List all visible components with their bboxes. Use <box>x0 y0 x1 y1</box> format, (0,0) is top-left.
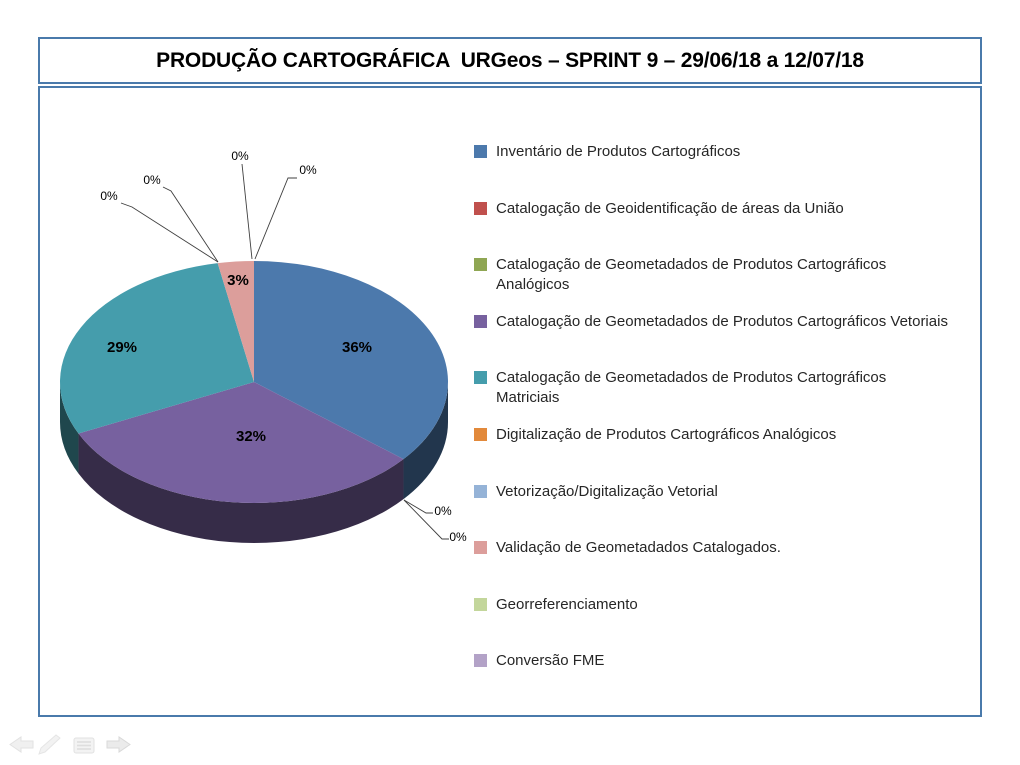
leader-line-8 <box>242 164 252 259</box>
leader-line-5 <box>121 203 218 262</box>
legend-swatch-icon <box>474 315 487 328</box>
legend-swatch-icon <box>474 485 487 498</box>
legend-swatch-icon <box>474 371 487 384</box>
legend-item-digitalizacao <box>474 425 974 482</box>
legend-label: Catalogação de Geoidentificação de áreas da União <box>496 199 844 217</box>
chart-title-box <box>38 37 982 84</box>
legend-label: Catalogação de Geometadados de Produtos Cartográficos Vetoriais <box>496 312 948 330</box>
slice-percent-label-2: 0% <box>449 530 467 544</box>
slideshow-controls <box>8 728 138 760</box>
slice-percent-label-4: 29% <box>106 339 138 356</box>
legend-label: Catalogação de Geometadados de Produtos Cartográficos Matriciais <box>496 369 887 407</box>
legend-label: Georreferenciamento <box>496 595 638 613</box>
legend-swatch-icon <box>474 598 487 611</box>
legend-item-inventario <box>474 142 974 199</box>
legend-label: Conversão FME <box>496 652 605 670</box>
legend-swatch-icon <box>474 654 487 667</box>
legend-item-geometadados-matriciais <box>474 368 974 425</box>
legend-swatch-icon <box>474 202 487 215</box>
slice-percent-label-3: 32% <box>235 428 267 445</box>
legend-item-geoidentificacao <box>474 199 974 256</box>
next-slide-icon[interactable] <box>107 737 130 752</box>
legend-item-geometadados-vetoriais <box>474 312 974 369</box>
legend-swatch-icon <box>474 428 487 441</box>
chart-legend <box>474 142 974 708</box>
legend-item-geometadados-analogicos <box>474 255 974 312</box>
legend-label: Validação de Geometadados Catalogados. <box>496 539 781 557</box>
chart-title: PRODUÇÃO CARTOGRÁFICA URGeos – SPRINT 9 – 29/06/18 a 12/07/18 <box>156 48 864 72</box>
legend-label: Vetorização/Digitalização Vetorial <box>496 482 718 500</box>
legend-label: Digitalização de Produtos Cartográficos Analógicos <box>496 425 837 443</box>
legend-item-georreferenciamento <box>474 595 974 652</box>
pen-icon[interactable] <box>39 735 60 754</box>
legend-label: Inventário de Produtos Cartográficos <box>496 143 741 160</box>
slice-percent-label-9: 0% <box>299 163 317 177</box>
legend-item-vetorizacao <box>474 482 974 539</box>
legend-item-validacao <box>474 538 974 595</box>
legend-label: Catalogação de Geometadados de Produtos Cartográficos Analógicos <box>496 256 887 294</box>
previous-slide-icon[interactable] <box>10 737 33 752</box>
slice-percent-label-8: 0% <box>231 149 249 163</box>
leader-line-9 <box>255 178 297 259</box>
leader-line-1 <box>404 500 433 513</box>
legend-swatch-icon <box>474 541 487 554</box>
leader-line-6 <box>163 187 218 262</box>
pie-chart <box>38 88 488 648</box>
legend-swatch-icon <box>474 258 487 271</box>
slice-percent-label-0: 36% <box>341 339 373 356</box>
slice-percent-label-7: 3% <box>227 272 249 289</box>
slice-percent-label-5: 0% <box>100 189 118 203</box>
slide-menu-icon[interactable] <box>74 738 94 753</box>
slice-percent-label-1: 0% <box>434 504 452 518</box>
slice-percent-label-6: 0% <box>143 173 161 187</box>
legend-swatch-icon <box>474 145 487 158</box>
legend-item-conversao-fme <box>474 651 974 708</box>
